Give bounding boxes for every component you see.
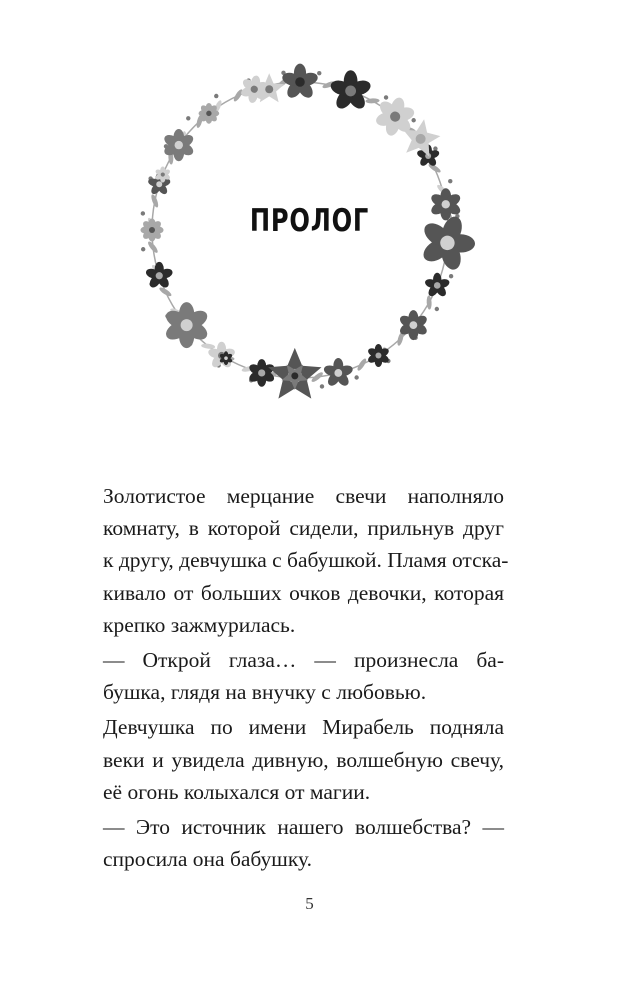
text-line: к другу, девчушка с бабушкой. Пламя отска- [103,548,509,573]
body-text [72,480,509,875]
text-line: бушка, глядя на внучку с любовью. [103,680,427,705]
text-line: крепко зажмурилась. [103,612,296,637]
paragraph [72,711,504,808]
text-line: Золотистое мерцание свечи наполняло [103,484,504,508]
page-number: 5 [305,894,314,913]
paragraph [72,811,504,875]
text-line: Девчушка по имени Мирабель подняла [103,715,504,740]
paragraph [72,644,504,708]
text-line: — Это источник нашего волшебства? — [103,815,504,840]
paragraph [72,480,509,641]
text-line: комнату, в которой сидели, прильнув друг [103,516,504,541]
text-line: — Открой глаза… — произнесла ба- [103,648,504,673]
text-line: её огонь колыхался от магии. [103,779,371,804]
chapter-title: ПРОЛОГ [249,203,370,239]
text-line: кивало от больших очков девочки, которая [103,580,504,605]
text-line: спросила она бабушку. [103,847,312,872]
text-line: веки и увидела дивную, волшебную свечу, [103,747,504,772]
